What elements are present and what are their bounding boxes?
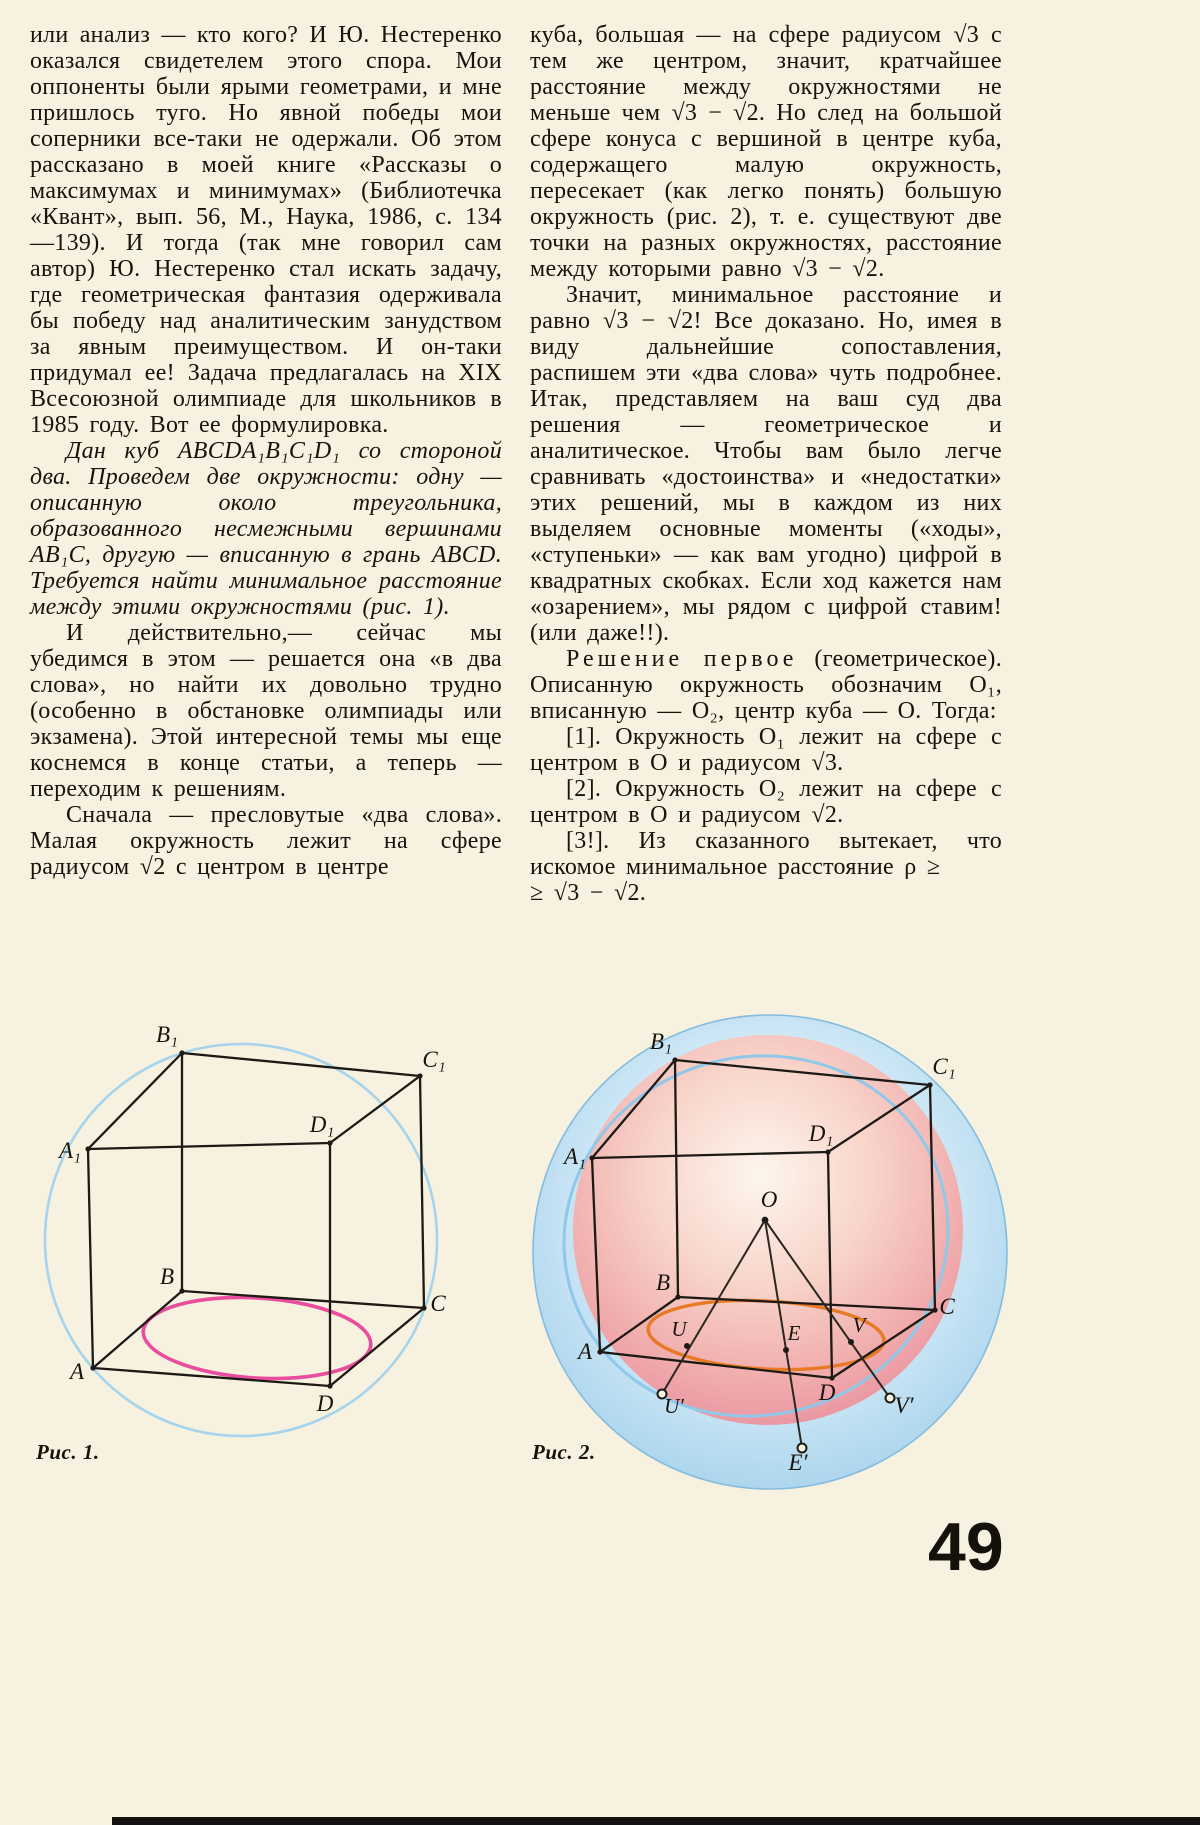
right-column (530, 22, 1002, 906)
figure-2 (526, 1006, 1026, 1506)
solution-step-3-text: [3!]. Из сказанного вытекает, что искомое минимальное расстояние ρ ≥ (530, 828, 1002, 880)
point-e-dot (783, 1347, 789, 1353)
point-v-prime-dot (886, 1394, 895, 1403)
paragraph-solution-heading (530, 646, 1002, 724)
point-label-u: U (671, 1317, 687, 1341)
paragraph-two-words: Сначала — пресловутые «два слова». Малая окружность лежит на сфере радиусом √2 с центром в центре (30, 802, 502, 880)
point-u-dot (684, 1343, 690, 1349)
cube-wireframe (88, 1053, 424, 1386)
paragraph-continuation: куба, большая — на сфере радиусом √3 с тем же центром, значит, кратчайшее расстояние между окружностями не меньше чем √3 − √2. Но след на большой сфере конуса с вершиной в центре куба, содержащего малую окружность, пересекает (как легко понять) большую окружность (рис. 2), т. е. существуют две точки на разных окружностях, расстояние между которыми равно √3 − √2. (530, 22, 1002, 282)
vertex-label-a: A (577, 1339, 593, 1364)
figure-2-drawing (526, 1006, 1026, 1506)
point-label-v: V (852, 1313, 866, 1337)
vertex-label-a: A (69, 1359, 85, 1384)
vertex-label-c: C (939, 1294, 955, 1319)
point-label-e-prime: E′ (788, 1450, 808, 1475)
cube-vertex-dots (85, 1050, 426, 1388)
cube-vertical-edges (88, 1053, 424, 1386)
figure-1-caption: Рис. 1. (36, 1440, 100, 1464)
vertex-label-b: B (655, 1270, 671, 1295)
point-label-v-prime: V′ (894, 1393, 914, 1418)
point-label-o: O (760, 1187, 778, 1212)
problem-statement: Дан куб ABCDA₁B₁C₁D₁ со стороной два. Проведем две окружности: одну — описанную около треугольника, образованного несмежными вершинами AB₁C, другую — вписанную в грань ABCD. Требуется найти минимальное расстояние между этими окружностями (рис. 1). (30, 438, 502, 620)
page-number: 49 (928, 1509, 1004, 1585)
vertex-label-c: C (430, 1291, 446, 1316)
solution-first-text: (геометрическое). Описанную окружность обозначим O₁, вписанную — O₂, центр куба — O. Тогда: (530, 646, 1003, 724)
point-o-dot (762, 1217, 769, 1224)
point-v-dot (848, 1339, 854, 1345)
figure-1-labels (57, 1022, 446, 1416)
paragraph-discussion: И действительно,— сейчас мы убедимся в этом — решается она «в два слова», но найти их довольно трудно (особенно в обстановке олимпиады или экзамена). Этой интересной темы мы еще коснемся в конце статьи, а теперь — переходим к решениям. (30, 620, 502, 802)
vertex-label-c1: C₁ (422, 1047, 446, 1072)
solution-step-2: [2]. Окружность O₂ лежит на сфере с центром в O и радиусом √2. (530, 776, 1002, 828)
vertex-label-d: D (818, 1380, 836, 1405)
vertex-label-b1: B₁ (155, 1022, 179, 1047)
inner-sphere (573, 1035, 963, 1425)
vertex-label-d1: D₁ (808, 1121, 834, 1146)
solution-step-3 (530, 828, 1002, 906)
vertex-label-c1: C₁ (932, 1054, 956, 1079)
cube-top-face (88, 1053, 420, 1149)
vertex-label-d1: D₁ (309, 1112, 335, 1137)
figure-2-caption: Рис. 2. (532, 1440, 596, 1464)
point-label-u-prime: U′ (664, 1394, 684, 1418)
inscribed-circle (141, 1291, 373, 1385)
vertex-label-b: B (159, 1264, 175, 1289)
solution-first-heading: Решение первое (566, 646, 798, 672)
vertex-label-d: D (316, 1391, 334, 1416)
solution-step-1: [1]. Окружность O₁ лежит на сфере с центром в O и радиусом √3. (530, 724, 1002, 776)
point-label-e: E (787, 1321, 801, 1345)
left-column (30, 22, 502, 880)
solution-step-3-result: ≥ √3 − √2. (530, 880, 647, 906)
paragraph-plan: Значит, минимальное расстояние и равно √3 − √2! Все доказано. Но, имея в виду дальнейшие сопоставления, распишем эти «два слова» чуть подробнее. Итак, представляем на ваш суд два решения — геометрическое и аналитическое. Чтобы вам было легче сравнивать «достоинства» и «недостатки» этих решений, мы в каждом из них выделяем основные моменты («ходы», «ступеньки» — как вам угодно) цифрой в квадратных скобках. Если ход кажется нам «озарением», мы рядом с цифрой ставим! (или даже!!). (530, 282, 1002, 646)
figure-1 (28, 1012, 498, 1472)
vertex-label-a1: A₁ (563, 1144, 587, 1169)
paragraph-intro: или анализ — кто кого? И Ю. Нестеренко оказался свидетелем этого спора. Мои оппоненты были ярыми геометрами, и мне пришлось туго. Но явной победы мои соперники все-таки не одержали. Об этом рассказано в моей книге «Рассказы о максимумах и минимумах» (Библиотечка «Квант», вып. 56, М., Наука, 1986, с. 134—139). И тогда (так мне говорил сам автор) Ю. Нестеренко стал искать задачу, где геометрическая фантазия одерживала бы победу над аналитическим занудством за явным преимуществом. И он-таки придумал ее! Задача предлагалась на XIX Всесоюзной олимпиаде для школьников в 1985 году. Вот ее формулировка. (30, 22, 502, 438)
page-edge-bar (112, 1817, 1200, 1825)
vertex-label-a1: A₁ (58, 1138, 82, 1163)
figure-1-drawing (28, 1012, 498, 1440)
vertex-label-b1: B₁ (649, 1029, 673, 1054)
